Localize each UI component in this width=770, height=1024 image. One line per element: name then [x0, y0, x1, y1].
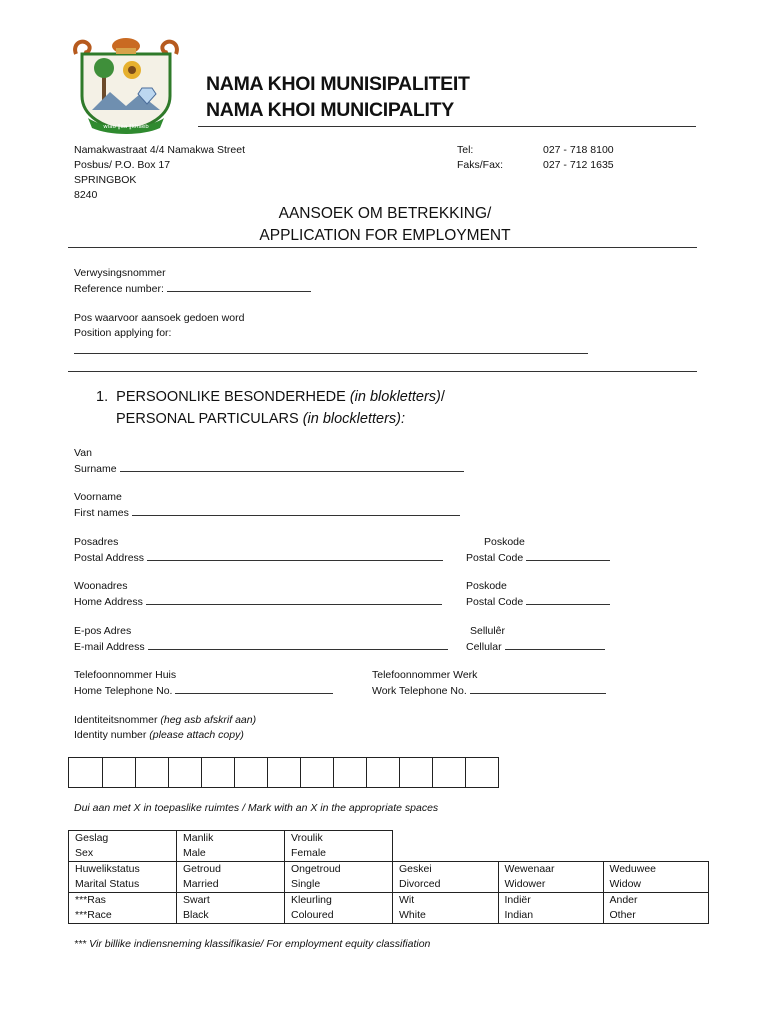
first-names-input[interactable] [132, 505, 460, 516]
municipal-crest-icon [70, 36, 182, 134]
section-1-note-en: (in blockletters): [302, 411, 406, 427]
municipal-logo [70, 36, 182, 134]
cellular-field [466, 624, 605, 655]
reference-number-input[interactable] [167, 281, 311, 292]
tel-value: 027 - 718 8100 [543, 144, 614, 156]
postal-address-label-af: Posadres [74, 536, 119, 548]
section-1-heading [96, 386, 445, 430]
address-po-box: Posbus/ P.O. Box 17 [74, 159, 171, 171]
reference-label-af: Verwysingsnommer [74, 267, 166, 279]
surname-field [74, 446, 464, 477]
form-title-af: AANSOEK OM BETREKKING/ [278, 205, 492, 222]
header-rule [198, 126, 696, 127]
section-1-slash: / [440, 389, 445, 405]
work-telephone-label-en: Work Telephone No. [372, 685, 467, 697]
identity-number-field [74, 713, 256, 743]
cellular-label-af: Sellulêr [470, 625, 506, 637]
email-label-af: E-pos Adres [74, 625, 132, 637]
table-row [69, 831, 709, 862]
section-rule [68, 371, 697, 372]
email-label-en: E-mail Address [74, 641, 145, 653]
marital-single-cell[interactable]: Ongetroud Single [285, 862, 393, 893]
home-telephone-label-af: Telefoonnommer Huis [74, 669, 177, 681]
id-digit-box[interactable] [201, 758, 234, 787]
postal-address-label-en: Postal Address [74, 552, 145, 564]
fax-value: 027 - 712 1635 [543, 159, 614, 171]
postal-address-input[interactable] [147, 550, 443, 561]
empty-cell [393, 831, 499, 862]
identity-number-grid [68, 757, 499, 788]
section-1-title-en: PERSONAL PARTICULARS [116, 411, 303, 427]
position-label-en: Position applying for: [74, 327, 172, 339]
reference-label-en: Reference number: [74, 283, 164, 295]
employment-equity-footnote: *** Vir billike indiensneming klassifikasie/ For employment equity classifiation [74, 938, 431, 950]
identity-note-en: (please attach copy) [149, 729, 244, 741]
marital-widow-cell[interactable]: Weduwee Widow [603, 862, 708, 893]
first-names-label-af: Voorname [74, 491, 122, 503]
home-telephone-input[interactable] [175, 683, 333, 694]
classification-table [68, 830, 709, 924]
contact-values [543, 143, 614, 173]
municipality-title-af: NAMA KHOI MUNISIPALITEIT [206, 73, 470, 95]
title-rule [68, 247, 697, 248]
id-digit-box[interactable] [168, 758, 201, 787]
id-digit-box[interactable] [69, 758, 102, 787]
table-row [69, 862, 709, 893]
postal-address-field [74, 535, 443, 566]
surname-label-en: Surname [74, 463, 117, 475]
id-digit-box[interactable] [399, 758, 432, 787]
home-address-field [74, 579, 442, 610]
contact-labels [457, 143, 503, 173]
sex-male-cell[interactable]: Manlik Male [177, 831, 285, 862]
identity-label-af: Identiteitsnommer [74, 714, 161, 726]
home-telephone-label-en: Home Telephone No. [74, 685, 173, 697]
home-address-label-af: Woonadres [74, 580, 128, 592]
mark-instruction: Dui aan met X in toepaslike ruimtes / Mark with an X in the appropriate spaces [74, 802, 439, 814]
home-address-label-en: Home Address [74, 596, 143, 608]
cellular-input[interactable] [505, 639, 605, 650]
id-digit-box[interactable] [135, 758, 168, 787]
svg-text:wiao ‖aa ‖khaeb: wiao ‖aa ‖khaeb [103, 124, 149, 130]
email-field [74, 624, 448, 655]
id-digit-box[interactable] [234, 758, 267, 787]
address-block [74, 143, 245, 203]
marital-widower-cell[interactable]: Wewenaar Widower [498, 862, 603, 893]
work-telephone-label-af: Telefoonnommer Werk [372, 669, 478, 681]
cellular-label-en: Cellular [466, 641, 502, 653]
email-input[interactable] [148, 639, 448, 650]
empty-cell [603, 831, 708, 862]
postal-code-2-label-en: Postal Code [466, 596, 524, 608]
surname-label-af: Van [74, 447, 92, 459]
postal-code-1-input[interactable] [526, 550, 610, 561]
address-street: Namakwastraat 4/4 Namakwa Street [74, 144, 245, 156]
marital-divorced-cell[interactable]: Geskei Divorced [393, 862, 499, 893]
postal-code-field-2 [466, 579, 610, 610]
race-other-cell[interactable]: Ander Other [603, 893, 708, 924]
address-code: 8240 [74, 189, 98, 201]
address-town: SPRINGBOK [74, 174, 137, 186]
postal-code-1-label-en: Postal Code [466, 552, 524, 564]
position-field [74, 311, 244, 341]
surname-input[interactable] [120, 461, 464, 472]
empty-cell [498, 831, 603, 862]
id-digit-box[interactable] [333, 758, 366, 787]
race-black-cell[interactable]: Swart Black [177, 893, 285, 924]
postal-code-2-label-af: Poskode [466, 580, 507, 592]
work-telephone-field [372, 668, 606, 699]
id-digit-box[interactable] [432, 758, 465, 787]
first-names-label-en: First names [74, 507, 129, 519]
first-names-field [74, 490, 460, 521]
table-row [69, 893, 709, 924]
section-1-title-af: PERSOONLIKE BESONDERHEDE [116, 389, 350, 405]
race-label-cell: ***Ras ***Race [69, 893, 177, 924]
marital-married-cell[interactable]: Getroud Married [177, 862, 285, 893]
identity-note-af: (heg asb afskrif aan) [160, 714, 257, 726]
id-digit-box[interactable] [102, 758, 135, 787]
postal-code-1-label-af: Poskode [484, 536, 525, 548]
home-telephone-field [74, 668, 333, 699]
section-1-note-af: (in blokletters) [349, 389, 441, 405]
tel-label: Tel: [457, 144, 474, 156]
id-digit-box[interactable] [465, 758, 498, 787]
work-telephone-input[interactable] [470, 683, 606, 694]
section-1-number: 1. [96, 389, 109, 405]
postal-code-field-1 [466, 535, 610, 566]
reference-field [74, 266, 311, 297]
race-white-cell[interactable]: Wit White [393, 893, 499, 924]
postal-code-2-input[interactable] [526, 594, 610, 605]
position-label-af: Pos waarvoor aansoek gedoen word [74, 312, 245, 324]
identity-label-en: Identity number [74, 729, 150, 741]
home-address-input[interactable] [146, 594, 442, 605]
id-digit-box[interactable] [366, 758, 399, 787]
id-digit-box[interactable] [300, 758, 333, 787]
id-digit-box[interactable] [267, 758, 300, 787]
marital-status-label-cell: Huwelikstatus Marital Status [69, 862, 177, 893]
position-input[interactable] [74, 353, 588, 354]
sex-label-cell: Geslag Sex [69, 831, 177, 862]
fax-label: Faks/Fax: [457, 159, 504, 171]
sex-female-cell[interactable]: Vroulik Female [285, 831, 393, 862]
race-coloured-cell[interactable]: Kleurling Coloured [285, 893, 393, 924]
municipality-title-en: NAMA KHOI MUNICIPALITY [206, 99, 454, 121]
form-title-en: APPLICATION FOR EMPLOYMENT [259, 227, 511, 244]
race-indian-cell[interactable]: Indiër Indian [498, 893, 603, 924]
